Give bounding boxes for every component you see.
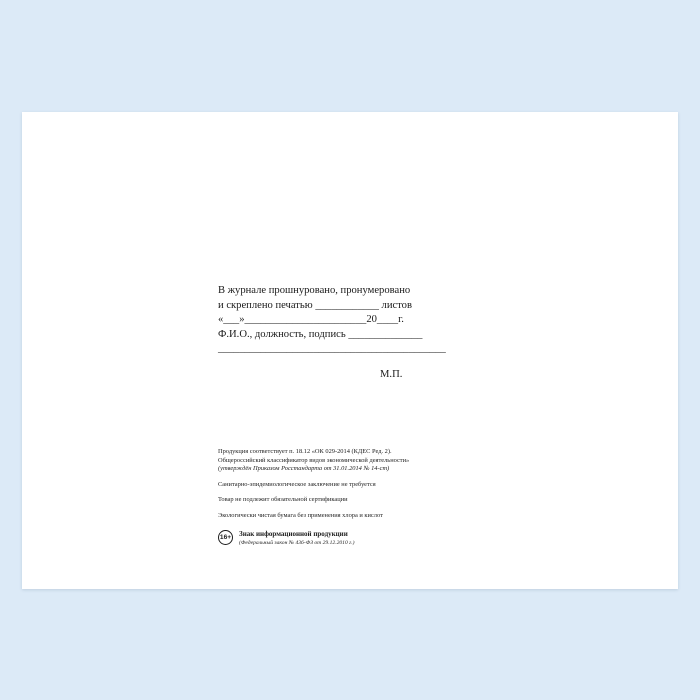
legal-sanitary-line: Санитарно-эпидемиологическое заключение не требуется — [218, 480, 376, 488]
stamp-mark: М.П. — [380, 368, 403, 380]
age-rating-icon: 16+ — [218, 530, 233, 545]
legal-group-ecology — [218, 512, 568, 521]
age-rating-text — [239, 530, 355, 547]
certify-line-3: «___»_______________________20____г. — [218, 314, 404, 326]
document-page — [22, 112, 678, 589]
legal-notes-block — [218, 448, 568, 550]
age-rating-row — [218, 530, 568, 550]
legal-ecology-line: Экологически чистая бумага без применения хлора и кислот — [218, 511, 383, 519]
legal-product-line-2: Общероссийский классификатор видов экономической деятельности» — [218, 456, 410, 464]
age-rating-title: Знак информационной продукции — [239, 529, 348, 538]
legal-group-certification — [218, 496, 568, 505]
certification-block — [218, 284, 548, 383]
legal-group-sanitary — [218, 481, 568, 490]
certify-line-1: В журнале прошнуровано, пронумеровано — [218, 285, 411, 296]
certify-line-4: Ф.И.О., должность, подпись ______________ — [218, 328, 423, 340]
legal-product-line-3: (утверждён Приказом Росстандарта от 31.01.2014 № 14-ст) — [218, 465, 390, 473]
certify-line-2: и скреплено печатью ____________ листов — [218, 299, 412, 311]
legal-certification-line: Товар не подлежит обязательной сертификации — [218, 496, 348, 504]
legal-group-product — [218, 448, 568, 474]
legal-product-line-1: Продукция соответствует п. 18.12 «ОК 029-2014 (КДЕС Ред. 2). — [218, 448, 392, 455]
certify-line-5: ___________________________________________ — [218, 343, 446, 355]
age-rating-subtitle: (Федеральный закон № 436-ФЗ от 29.12.2010 г.) — [239, 539, 355, 546]
